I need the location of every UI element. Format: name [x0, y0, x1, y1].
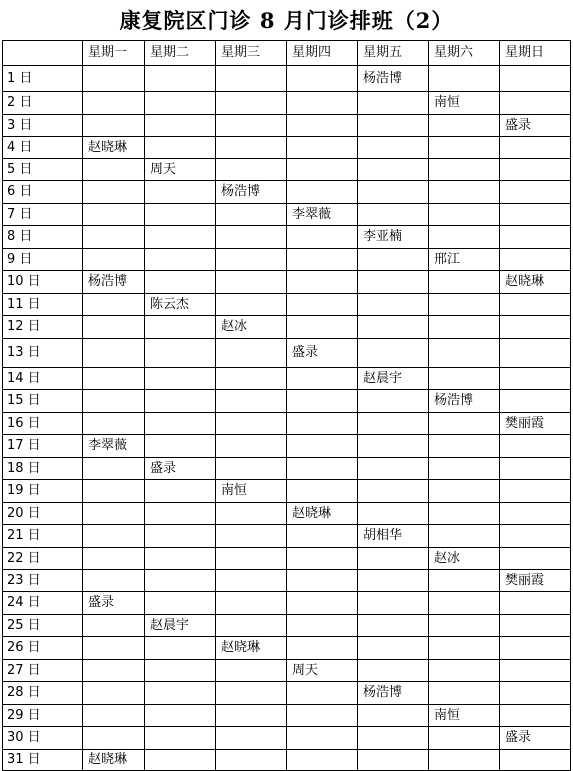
schedule-cell [287, 682, 358, 705]
schedule-cell [500, 66, 571, 92]
schedule-cell [358, 159, 429, 181]
schedule-cell [429, 570, 500, 592]
day-cell: 27 日 [3, 660, 83, 682]
day-cell: 5 日 [3, 159, 83, 181]
schedule-cell [287, 115, 358, 137]
schedule-cell [145, 592, 216, 615]
schedule-cell [500, 316, 571, 339]
schedule-cell [216, 592, 287, 615]
schedule-cell [83, 705, 145, 727]
header-thursday: 星期四 [287, 41, 358, 66]
table-row [3, 592, 571, 615]
table-row [3, 316, 571, 339]
schedule-cell [83, 458, 145, 480]
schedule-cell: 南恒 [429, 92, 500, 115]
schedule-cell [216, 66, 287, 92]
schedule-cell [429, 480, 500, 503]
schedule-cell [287, 226, 358, 249]
schedule-cell [429, 458, 500, 480]
schedule-cell [287, 159, 358, 181]
schedule-cell [83, 368, 145, 390]
schedule-cell [500, 548, 571, 570]
schedule-cell [145, 570, 216, 592]
schedule-cell [358, 271, 429, 294]
table-row [3, 92, 571, 115]
schedule-cell [83, 294, 145, 316]
header-sunday: 星期日 [500, 41, 571, 66]
schedule-cell [429, 181, 500, 204]
schedule-cell [216, 390, 287, 413]
schedule-cell [358, 390, 429, 413]
table-row [3, 339, 571, 368]
schedule-cell: 杨浩博 [83, 271, 145, 294]
schedule-cell [145, 92, 216, 115]
schedule-cell: 南恒 [216, 480, 287, 503]
schedule-cell: 杨浩博 [429, 390, 500, 413]
table-row [3, 682, 571, 705]
schedule-cell: 赵晓琳 [83, 137, 145, 159]
schedule-cell: 樊丽霞 [500, 570, 571, 592]
schedule-cell [358, 570, 429, 592]
day-cell: 19 日 [3, 480, 83, 503]
schedule-cell: 杨浩博 [358, 66, 429, 92]
schedule-cell [358, 137, 429, 159]
schedule-cell [216, 368, 287, 390]
schedule-cell: 南恒 [429, 705, 500, 727]
schedule-cell [500, 339, 571, 368]
schedule-cell [429, 159, 500, 181]
schedule-cell [500, 480, 571, 503]
schedule-cell [287, 66, 358, 92]
schedule-cell [145, 390, 216, 413]
schedule-cell [500, 503, 571, 525]
schedule-cell [216, 159, 287, 181]
schedule-cell: 盛录 [145, 458, 216, 480]
schedule-cell [83, 570, 145, 592]
table-row [3, 413, 571, 435]
schedule-cell [145, 435, 216, 458]
schedule-cell [500, 226, 571, 249]
schedule-cell [500, 390, 571, 413]
schedule-cell [145, 368, 216, 390]
schedule-cell [358, 435, 429, 458]
schedule-cell [216, 271, 287, 294]
schedule-cell [287, 249, 358, 271]
schedule-cell [287, 615, 358, 637]
table-row [3, 525, 571, 548]
schedule-cell [145, 226, 216, 249]
table-row [3, 249, 571, 271]
schedule-cell [500, 458, 571, 480]
schedule-cell: 周天 [145, 159, 216, 181]
schedule-cell [83, 615, 145, 637]
schedule-cell [145, 316, 216, 339]
schedule-cell [287, 390, 358, 413]
day-cell: 30 日 [3, 727, 83, 750]
schedule-cell [287, 413, 358, 435]
schedule-cell [358, 115, 429, 137]
schedule-cell [145, 660, 216, 682]
day-cell: 26 日 [3, 637, 83, 660]
schedule-cell [500, 615, 571, 637]
header-wednesday: 星期三 [216, 41, 287, 66]
schedule-cell [358, 503, 429, 525]
day-cell: 7 日 [3, 204, 83, 226]
schedule-cell: 周天 [287, 660, 358, 682]
schedule-cell [358, 660, 429, 682]
schedule-cell [500, 660, 571, 682]
schedule-cell [145, 637, 216, 660]
schedule-cell: 邢江 [429, 249, 500, 271]
schedule-cell [145, 271, 216, 294]
schedule-cell [500, 368, 571, 390]
header-row [3, 41, 571, 66]
schedule-cell [216, 339, 287, 368]
schedule-cell [145, 204, 216, 226]
schedule-cell: 盛录 [500, 115, 571, 137]
schedule-table [2, 40, 571, 771]
schedule-cell [145, 137, 216, 159]
schedule-cell [287, 294, 358, 316]
day-cell: 15 日 [3, 390, 83, 413]
schedule-cell: 李翠薇 [83, 435, 145, 458]
day-cell: 22 日 [3, 548, 83, 570]
schedule-cell [216, 615, 287, 637]
schedule-cell [358, 294, 429, 316]
table-row [3, 159, 571, 181]
schedule-cell: 盛录 [287, 339, 358, 368]
schedule-cell [358, 458, 429, 480]
schedule-cell [500, 592, 571, 615]
schedule-cell [500, 181, 571, 204]
schedule-cell [83, 339, 145, 368]
schedule-cell [500, 249, 571, 271]
schedule-cell [216, 705, 287, 727]
schedule-cell [216, 750, 287, 771]
schedule-cell [83, 66, 145, 92]
table-row [3, 66, 571, 92]
schedule-cell [358, 339, 429, 368]
header-monday: 星期一 [83, 41, 145, 66]
schedule-cell [500, 294, 571, 316]
schedule-cell [500, 92, 571, 115]
schedule-cell [500, 705, 571, 727]
table-row [3, 503, 571, 525]
schedule-cell: 胡相华 [358, 525, 429, 548]
schedule-cell [429, 682, 500, 705]
schedule-cell [287, 750, 358, 771]
schedule-cell: 李亚楠 [358, 226, 429, 249]
schedule-cell [145, 682, 216, 705]
table-row [3, 294, 571, 316]
schedule-cell [216, 548, 287, 570]
schedule-cell [429, 294, 500, 316]
schedule-cell [358, 637, 429, 660]
schedule-cell [216, 503, 287, 525]
schedule-cell [145, 503, 216, 525]
table-row [3, 115, 571, 137]
day-cell: 13 日 [3, 339, 83, 368]
schedule-cell [500, 204, 571, 226]
table-row [3, 480, 571, 503]
schedule-cell: 陈云杰 [145, 294, 216, 316]
schedule-cell: 赵晨宇 [145, 615, 216, 637]
table-row [3, 271, 571, 294]
schedule-cell [83, 727, 145, 750]
schedule-cell [358, 413, 429, 435]
schedule-cell: 杨浩博 [358, 682, 429, 705]
schedule-cell [429, 226, 500, 249]
day-cell: 24 日 [3, 592, 83, 615]
day-cell: 20 日 [3, 503, 83, 525]
schedule-cell [358, 181, 429, 204]
schedule-cell [145, 750, 216, 771]
schedule-cell [429, 368, 500, 390]
schedule-cell [429, 727, 500, 750]
schedule-cell [216, 115, 287, 137]
schedule-cell [358, 727, 429, 750]
day-cell: 3 日 [3, 115, 83, 137]
day-cell: 1 日 [3, 66, 83, 92]
day-cell: 16 日 [3, 413, 83, 435]
schedule-cell: 赵晓琳 [287, 503, 358, 525]
table-row [3, 368, 571, 390]
schedule-cell [287, 592, 358, 615]
schedule-cell [287, 458, 358, 480]
schedule-cell [358, 204, 429, 226]
day-cell: 14 日 [3, 368, 83, 390]
schedule-cell [83, 660, 145, 682]
day-cell: 17 日 [3, 435, 83, 458]
schedule-cell [83, 181, 145, 204]
schedule-cell [83, 637, 145, 660]
schedule-cell [216, 249, 287, 271]
day-cell: 28 日 [3, 682, 83, 705]
schedule-cell [287, 92, 358, 115]
schedule-cell [145, 548, 216, 570]
schedule-cell [216, 92, 287, 115]
day-cell: 31 日 [3, 750, 83, 771]
schedule-cell [287, 548, 358, 570]
day-cell: 11 日 [3, 294, 83, 316]
schedule-cell [358, 592, 429, 615]
schedule-cell [216, 294, 287, 316]
table-row [3, 390, 571, 413]
schedule-cell: 赵晓琳 [83, 750, 145, 771]
schedule-cell [83, 159, 145, 181]
schedule-cell [145, 115, 216, 137]
schedule-cell [429, 592, 500, 615]
schedule-cell [216, 525, 287, 548]
schedule-cell [500, 525, 571, 548]
schedule-cell [287, 368, 358, 390]
schedule-cell [216, 435, 287, 458]
schedule-cell: 赵冰 [216, 316, 287, 339]
table-row [3, 181, 571, 204]
schedule-cell [287, 637, 358, 660]
schedule-cell [500, 435, 571, 458]
day-cell: 4 日 [3, 137, 83, 159]
schedule-cell: 盛录 [500, 727, 571, 750]
schedule-cell [216, 660, 287, 682]
schedule-cell [358, 750, 429, 771]
schedule-cell [500, 637, 571, 660]
schedule-cell [83, 548, 145, 570]
schedule-cell [358, 480, 429, 503]
schedule-cell [500, 137, 571, 159]
schedule-cell [358, 705, 429, 727]
schedule-cell [429, 615, 500, 637]
schedule-cell [216, 682, 287, 705]
table-row [3, 458, 571, 480]
schedule-cell [500, 682, 571, 705]
schedule-cell [83, 249, 145, 271]
schedule-body [3, 66, 571, 771]
schedule-cell [216, 570, 287, 592]
schedule-cell [83, 92, 145, 115]
schedule-cell: 赵冰 [429, 548, 500, 570]
day-cell: 12 日 [3, 316, 83, 339]
table-row [3, 548, 571, 570]
schedule-cell [429, 204, 500, 226]
schedule-cell [358, 92, 429, 115]
day-cell: 25 日 [3, 615, 83, 637]
schedule-cell [83, 390, 145, 413]
schedule-cell [358, 316, 429, 339]
day-cell: 10 日 [3, 271, 83, 294]
table-row [3, 750, 571, 771]
day-cell: 23 日 [3, 570, 83, 592]
schedule-cell: 赵晓琳 [216, 637, 287, 660]
schedule-cell [287, 435, 358, 458]
day-cell: 2 日 [3, 92, 83, 115]
schedule-cell [429, 115, 500, 137]
table-row [3, 435, 571, 458]
schedule-cell [83, 682, 145, 705]
schedule-cell [287, 525, 358, 548]
schedule-cell [216, 226, 287, 249]
schedule-cell [216, 458, 287, 480]
schedule-cell [145, 181, 216, 204]
schedule-cell [287, 316, 358, 339]
schedule-cell [429, 271, 500, 294]
schedule-cell [429, 316, 500, 339]
schedule-cell [216, 137, 287, 159]
schedule-cell [287, 181, 358, 204]
schedule-cell [358, 249, 429, 271]
schedule-cell: 赵晓琳 [500, 271, 571, 294]
schedule-cell [83, 525, 145, 548]
table-row [3, 204, 571, 226]
schedule-cell [429, 525, 500, 548]
schedule-cell [287, 570, 358, 592]
schedule-cell [287, 480, 358, 503]
schedule-cell [358, 548, 429, 570]
header-saturday: 星期六 [429, 41, 500, 66]
schedule-cell [145, 339, 216, 368]
schedule-cell [216, 727, 287, 750]
schedule-cell [287, 727, 358, 750]
day-cell: 21 日 [3, 525, 83, 548]
schedule-cell: 赵晨宇 [358, 368, 429, 390]
schedule-cell [500, 159, 571, 181]
schedule-cell [287, 705, 358, 727]
schedule-cell [83, 413, 145, 435]
schedule-cell [83, 226, 145, 249]
header-friday: 星期五 [358, 41, 429, 66]
schedule-cell [429, 137, 500, 159]
page-title: 康复院区门诊 8 月门诊排班（2） [119, 8, 454, 33]
schedule-cell [429, 503, 500, 525]
header-tuesday: 星期二 [145, 41, 216, 66]
schedule-cell [429, 750, 500, 771]
day-cell: 8 日 [3, 226, 83, 249]
schedule-cell [216, 413, 287, 435]
table-row [3, 615, 571, 637]
schedule-cell [83, 115, 145, 137]
schedule-cell: 杨浩博 [216, 181, 287, 204]
schedule-cell [83, 480, 145, 503]
table-row [3, 637, 571, 660]
schedule-cell [145, 525, 216, 548]
schedule-cell: 樊丽霞 [500, 413, 571, 435]
schedule-cell [83, 316, 145, 339]
schedule-cell [500, 750, 571, 771]
schedule-cell: 盛录 [83, 592, 145, 615]
schedule-cell [145, 727, 216, 750]
schedule-cell [145, 413, 216, 435]
schedule-cell [216, 204, 287, 226]
schedule-cell: 李翠薇 [287, 204, 358, 226]
table-row [3, 727, 571, 750]
day-cell: 18 日 [3, 458, 83, 480]
table-row [3, 226, 571, 249]
schedule-cell [429, 339, 500, 368]
day-cell: 6 日 [3, 181, 83, 204]
schedule-cell [83, 204, 145, 226]
schedule-cell [145, 249, 216, 271]
schedule-cell [429, 435, 500, 458]
schedule-cell [145, 66, 216, 92]
schedule-cell [429, 637, 500, 660]
table-row [3, 705, 571, 727]
header-corner [3, 41, 83, 66]
table-row [3, 137, 571, 159]
day-cell: 29 日 [3, 705, 83, 727]
schedule-cell [358, 615, 429, 637]
schedule-cell [145, 480, 216, 503]
schedule-cell [429, 660, 500, 682]
schedule-cell [145, 705, 216, 727]
schedule-cell [83, 503, 145, 525]
schedule-cell [287, 271, 358, 294]
table-row [3, 660, 571, 682]
table-row [3, 570, 571, 592]
day-cell: 9 日 [3, 249, 83, 271]
schedule-cell [429, 413, 500, 435]
schedule-cell [287, 137, 358, 159]
schedule-cell [429, 66, 500, 92]
